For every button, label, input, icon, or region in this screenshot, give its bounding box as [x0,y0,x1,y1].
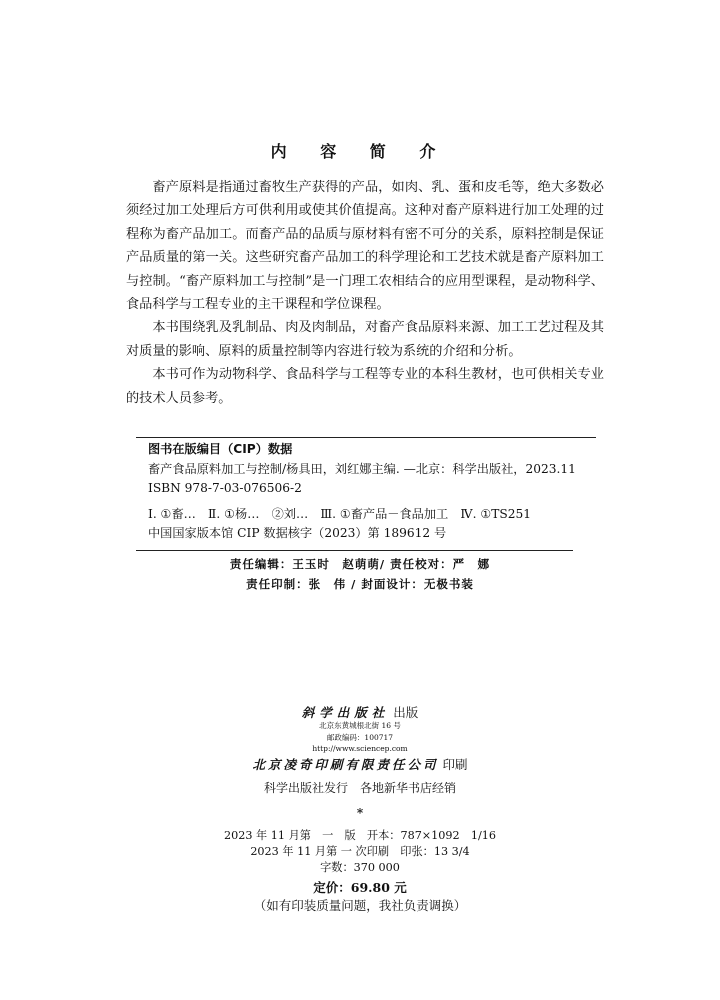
printer-suffix: 印刷 [442,757,468,772]
credits-editors: 责任编辑：王玉时 赵萌萌/ 责任校对：严 娜 [229,557,491,571]
printer-line [0,755,720,773]
printer-name: 北京凌奇印刷有限责任公司 [252,757,439,772]
cip-classification: Ⅰ. ①畜… Ⅱ. ①杨… ②刘… Ⅲ. ①畜产品－食品加工 Ⅳ. ①TS251 [148,506,532,521]
publisher-address: 北京东黄城根北街 16 号 [319,721,401,730]
publisher-suffix: 出版 [393,705,419,720]
credits-block [0,554,720,594]
credits-production: 责任印制：张 伟 / 封面设计：无极书装 [246,577,474,591]
colophon-block [0,828,720,876]
price: 定价：69.80 元 [313,880,407,895]
quality-note: （如有印装质量问题，我社负责调换） [253,898,467,913]
cip-isbn: ISBN 978-7-03-076506-2 [148,481,302,496]
page-title: 内 容 简 介 [270,142,450,161]
cip-title-line: 畜产食品原料加工与控制/杨具田，刘红娜主编. —北京：科学出版社，2023.11 [148,461,576,476]
intro-paragraph: 本书可作为动物科学、食品科学与工程等专业的本科生教材，也可供相关专业的技术人员参考。 [126,367,604,406]
colophon-printing: 2023 年 11 月第 一 次印刷 印张：13 3/4 [250,845,470,858]
distribution-line: 科学出版社发行 各地新华书店经销 [263,781,456,795]
cip-bottom-rule [136,550,573,551]
publisher-logo-name: 斜学出版社 [301,705,390,720]
publisher-line [0,703,720,721]
intro-section [126,176,604,410]
cip-block [148,440,608,544]
colophon-word-count: 字数：370 000 [320,861,400,874]
cip-heading: 图书在版编目（CIP）数据 [148,442,293,456]
cip-record-number: 中国国家版本馆 CIP 数据核字（2023）第 189612 号 [148,526,447,541]
intro-paragraph: 畜产原料是指通过畜牧生产获得的产品，如肉、乳、蛋和皮毛等，绝大多数必须经过加工处理后方可供利用或使其价值提高。这种对畜产原料进行加工处理的过程称为畜产品加工。而畜产品的品质与原材料有密不可分的关系，原料控制是保证产品质量的第一关。这些研究畜产品加工的科学理论和工艺技术就是畜产原料加工与控制。“畜产原料加工与控制”是一门理工农相结合的应用型课程，是动物科学、食品科学与工程专业的主干课程和学位课程。 [126,180,604,313]
separator-star: * [356,806,364,820]
publisher-url: http://www.sciencep.com [312,744,408,753]
intro-paragraph: 本书围绕乳及乳制品、肉及肉制品，对畜产食品原料来源、加工工艺过程及其对质量的影响、原料的质量控制等内容进行较为系统的介绍和分析。 [126,320,604,359]
colophon-edition: 2023 年 11 月第 一 版 开本：787×1092 1/16 [224,829,496,842]
publisher-details [0,720,720,755]
publisher-postcode: 邮政编码：100717 [326,732,394,742]
cip-top-rule [136,437,596,438]
